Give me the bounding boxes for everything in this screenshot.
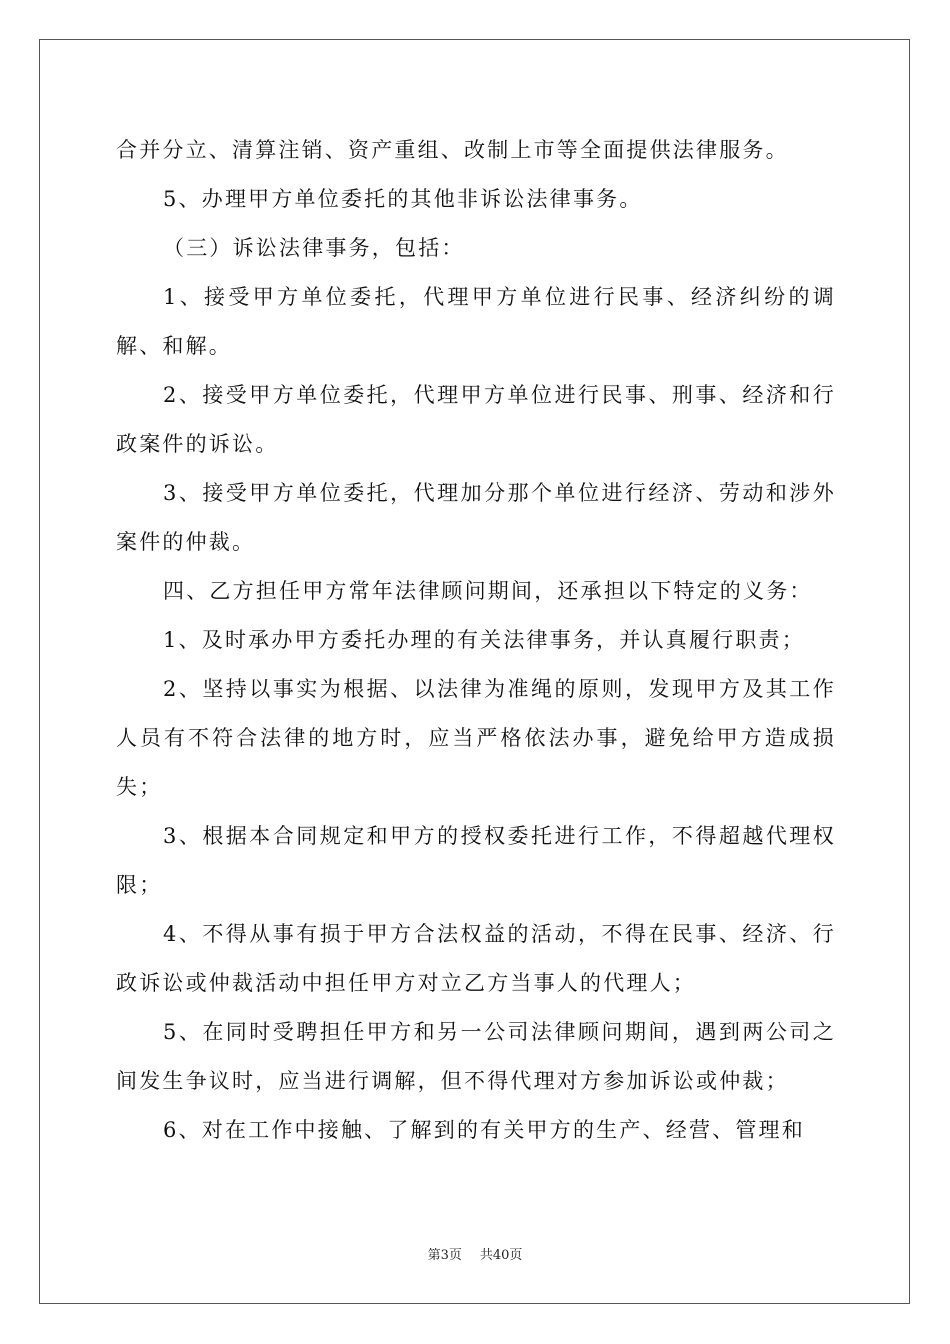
paragraph-2: 5、办理甲方单位委托的其他非诉讼法律事务。 [163, 187, 643, 211]
page-footer [0, 1246, 950, 1266]
paragraph-10: 3、根据本合同规定和甲方的授权委托进行工作，不得超越代理权限； [116, 824, 836, 897]
paragraph-12: 5、在同时受聘担任甲方和另一公司法律顾问期间，遇到两公司之间发生争议时，应当进行调解，但不得代理对方参加诉讼或仲裁； [116, 1020, 836, 1093]
paragraph-11: 4、不得从事有损于甲方合法权益的活动，不得在民事、经济、行政诉讼或仲裁活动中担任甲方对立乙方当事人的代理人； [116, 922, 836, 995]
paragraph-3: （三）诉讼法律事务，包括： [163, 236, 465, 260]
document-body [116, 126, 836, 1155]
paragraph-4: 1、接受甲方单位委托，代理甲方单位进行民事、经济纠纷的调解、和解。 [116, 285, 836, 358]
paragraph-9: 2、坚持以事实为根据、以法律为准绳的原则，发现甲方及其工作人员有不符合法律的地方时，应当严格依法办事，避免给甲方造成损失； [116, 677, 836, 799]
paragraph-5: 2、接受甲方单位委托，代理甲方单位进行民事、刑事、经济和行政案件的诉讼。 [116, 383, 836, 456]
paragraph-6: 3、接受甲方单位委托，代理加分那个单位进行经济、劳动和涉外案件的仲裁。 [116, 481, 836, 554]
paragraph-13: 6、对在工作中接触、了解到的有关甲方的生产、经营、管理和 [163, 1118, 805, 1142]
paragraph-7: 四、乙方担任甲方常年法律顾问期间，还承担以下特定的义务： [163, 579, 813, 603]
page-number: 第3页 [427, 1248, 462, 1263]
page-total: 共40页 [479, 1248, 523, 1263]
paragraph-1: 合并分立、清算注销、资产重组、改制上市等全面提供法律服务。 [116, 138, 789, 162]
paragraph-8: 1、及时承办甲方委托办理的有关法律事务，并认真履行职责； [163, 628, 805, 652]
